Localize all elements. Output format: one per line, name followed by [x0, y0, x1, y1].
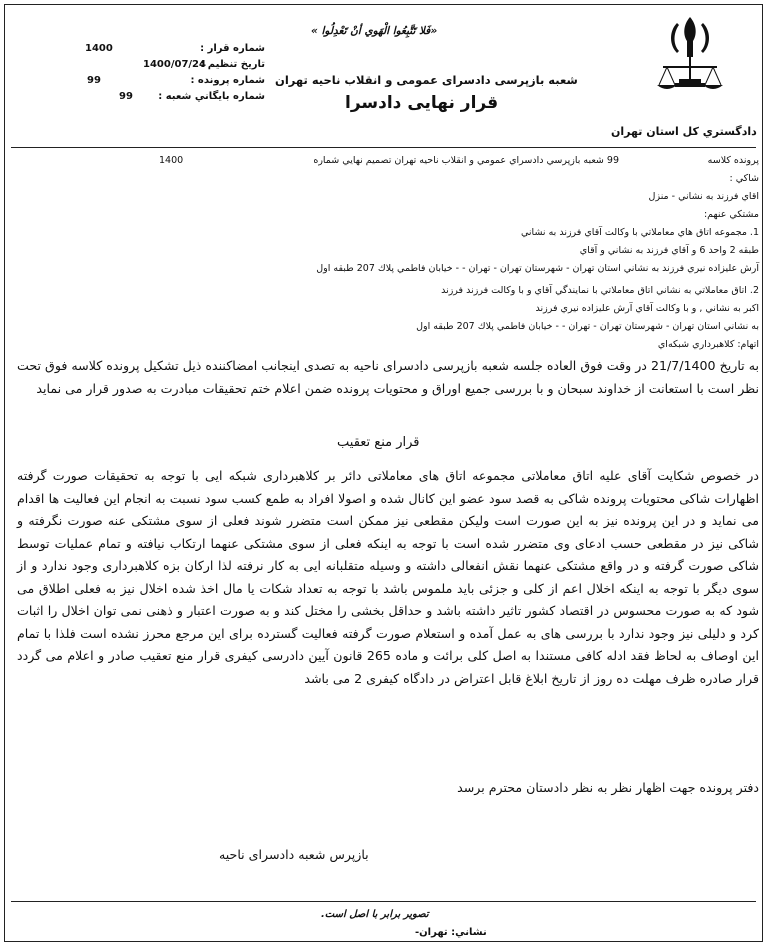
verse: «فَلا تَتَّبِعُوا الْهَوي أنْ تَعْدِلُوا »: [311, 25, 438, 37]
defendant2-line2: اكبر به نشاني , و با وكالت آقاي آرش عليزاده نيري فرزند: [535, 303, 759, 314]
defendant1-line2: طبقه 2 واحد 6 و آقاي فرزند به نشاني و آقاي: [579, 245, 759, 256]
defendant2-line3: به نشاني استان تهران - شهرستان تهران - تهران - - خيابان فاطمي پلاك 207 طبقه اول: [416, 321, 759, 332]
office-note: دفتر پرونده جهت اظهار نظر به نظر دادستان محترم برسد: [457, 780, 759, 795]
meta-value-case-number: 99: [87, 75, 101, 86]
emblem-icon: [649, 11, 731, 121]
decision-title: قرار نهایی دادسرا: [345, 93, 499, 113]
defendant1-line3: آرش عليزاده نيري فرزند به نشاني استان تهران - شهرستان تهران - تهران - - خيابان فاطمي پلاك 207 طبقه اول: [316, 263, 759, 274]
branch-line: شعبه بازپرسی دادسرای عمومی و انقلاب ناحیه تهران: [275, 73, 578, 87]
defendant1-line1: 1. مجموعه اتاق هاي معاملاتي با وكالت آقاي فرزند به نشاني: [520, 227, 759, 238]
case-line-text: 99 شعبه بازپرسي دادسراي عمومي و انقلاب ناحيه تهران تصميم نهايي شماره: [313, 155, 619, 166]
court-name: دادگستري كل استان تهران: [611, 125, 757, 138]
complainant-label: شاكي :: [729, 173, 759, 184]
defendant2-line1: 2. اتاق معاملاتي به نشاني اتاق معاملاتي با نمايندگي آقاي و با وكالت فرزند فرزند: [441, 285, 759, 296]
meta-value-decision-number: 1400: [85, 43, 113, 54]
header-divider: [11, 147, 756, 148]
meta-label-archive-number: شماره بايگاني شعبه :: [158, 91, 265, 102]
document-page: [4, 4, 763, 942]
decision-heading: قرار منع تعقیب: [337, 435, 420, 450]
footer-address: نشاني: تهران-: [415, 927, 487, 938]
meta-label-decision-number: شماره قرار :: [200, 43, 265, 54]
main-paragraph: در خصوص شکایت آقای علیه اتاق معاملاتی مجموعه اتاق های معاملاتی دائر بر کلاهبرداری شبکه ایی با توجه به تحقیقات صورت گرفته اظهارات شاکی محتویات پرونده شاکی به قصد سود عضو این کانال شده و اصولا افراد به طمع کسب سود نسبت به انجام این فعالیت ها اقدام می نماید و در این پرونده نیز به این صورت است ولیکن مقطعی نیز ممکن است متضرر شوند فعلی از سوی مشتکی عنه صورت نگرفته و شاکی نیز در مقطعی حسب ادعای وی متضرر شده است با توجه به اینکه فعلی از سوی مشتکی عنهما ارتکاب نیافته و تمام عملیات توسط شاکی صورت گرفته و در واقع مشتکی عنهما نقش انفعالی داشته و وسیله متقلبانه ایی به کار نرفته لذا ارکان بزه کلاهبرداری وجود ندارد و از سوی دیگر با توجه به اینکه اخلال اعم از کلی و جزئی باید ملموس باشد با توجه به تعداد شکات یا مال اخذ شده اخلال نیز به فعلی اطلاق می شود که به صورت محسوس در اقتصاد کشور تاثیر داشته باشد و حداقل بخشی را مختل کند و به صورت اعتبار و ذهنی نمی توان اخلال را اثبات کرد و دلیلی نیز وجود ندارد با بررسی های به عمل آمده و استعلام صورت گرفته فعالیت گسترده برای این مرجع محرز نشده است فلذا با تمام این اوصاف به لحاظ فقد ادله کافی مستندا به اصل کلی برائت و ماده 265 قانون آیین دادرسی کیفری قرار منع تعقیب صادر و اعلام می گردد قرار صادره ظرف مهلت ده روز از تاریخ ابلاغ قابل اعتراض در دادگاه کیفری 2 می باشد: [17, 468, 759, 686]
meta-value-date: 1400/07/24: [143, 59, 206, 70]
intro-paragraph: به تاریخ 21/7/1400 در وقت فوق العاده جلسه شعبه بازپرسی دادسرای ناحیه به تصدی اینجانب امضاکننده ذیل تشکیل پرونده کلاسه فوق تحت نظر است با استعانت از خداوند سبحان و با بررسی جمیع اوراق و محتویات پرونده ضمن اعلام ختم تحقیقات مبادرت به صدور قرار می نماید: [17, 358, 759, 396]
defendants-label: مشتكي عنهم:: [703, 209, 759, 220]
complainant-line: اقاي فرزند به نشاني - منزل: [648, 191, 759, 202]
meta-value-archive-number: 99: [119, 91, 133, 102]
footer-divider: [11, 901, 756, 902]
signature-line: بازپرس شعبه دادسرای ناحیه: [219, 847, 369, 862]
case-decision-number: 1400: [159, 155, 184, 166]
case-label: پرونده كلاسه: [707, 155, 759, 166]
copy-note: تصوير برابر با اصل است.: [321, 909, 429, 920]
meta-label-date: تاريخ تنظيم :: [200, 59, 265, 70]
meta-label-case-number: شماره پرونده :: [190, 75, 265, 86]
charge-line: اتهام: كلاهبرداري شبكه‌اي: [657, 339, 759, 350]
